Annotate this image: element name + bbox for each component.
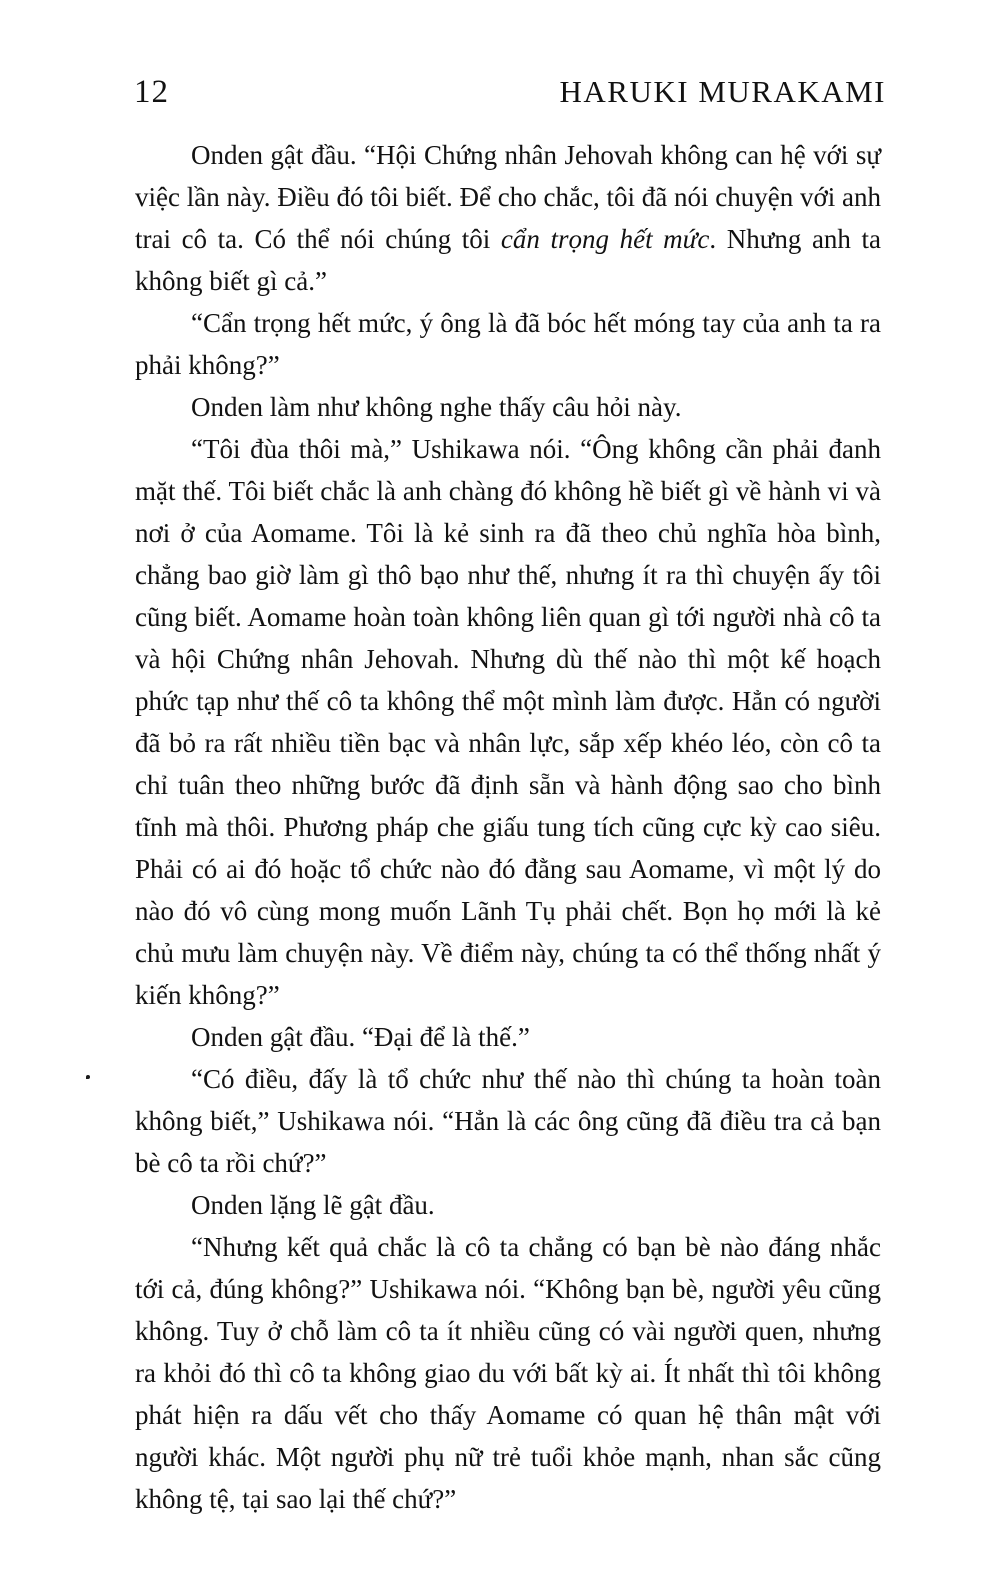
text-segment: Onden lặng lẽ gật đầu. — [191, 1190, 435, 1220]
text-segment: “Nhưng kết quả chắc là cô ta chẳng có bạn bè nào đáng nhắc tới cả, đúng không?” Ushikawa nói. “Không bạn bè, người yêu cũng không. Tuy ở chỗ làm cô ta ít nhiều cũng có vài người quen, nhưng ra khỏi đó thì cô ta không giao du với bất kỳ ai. Ít nhất thì tôi không phát hiện ra dấu vết cho thấy Aomame có quan hệ thân mật với người khác. Một người phụ nữ trẻ tuổi khỏe mạnh, nhan sắc cũng không tệ, tại sao lại thế chứ?” — [135, 1232, 881, 1514]
text-segment: Onden gật đầu. “Đại để là thế.” — [191, 1022, 530, 1052]
paragraph — [135, 134, 881, 302]
italic-text-segment: cẩn trọng hết mức — [500, 224, 710, 254]
paragraph — [135, 1016, 881, 1058]
paragraph — [135, 1184, 881, 1226]
running-header-author: HARUKI MURAKAMI — [559, 74, 886, 109]
paragraph — [135, 428, 881, 1016]
text-segment: “Cẩn trọng hết mức, ý ông là đã bóc hết móng tay của anh ta ra phải không?” — [135, 308, 881, 380]
paragraph — [135, 1226, 881, 1520]
page-body — [135, 134, 881, 1520]
running-header — [134, 74, 886, 111]
text-segment: Onden gật đầu. “Hội Chứng nhân Jehovah không can hệ với sự việc lần này. Điều đó tôi biết. Để cho chắc, tôi đã nói chuyện với anh trai cô ta. Có thể nói chúng tôi — [135, 140, 881, 254]
paragraph — [135, 302, 881, 386]
paragraph — [135, 1058, 881, 1184]
text-segment: Onden làm như không nghe thấy câu hỏi này. — [191, 392, 682, 422]
text-segment: “Tôi đùa thôi mà,” Ushikawa nói. “Ông không cần phải đanh mặt thế. Tôi biết chắc là anh chàng đó không hề biết gì về hành vi và nơi ở của Aomame. Tôi là kẻ sinh ra đã theo chủ nghĩa hòa bình, chẳng bao giờ làm gì thô bạo như thế, nhưng ít ra thì chuyện ấy tôi cũng biết. Aomame hoàn toàn không liên quan gì tới người nhà cô ta và hội Chứng nhân Jehovah. Nhưng dù thế nào thì một kế hoạch phức tạp như thế cô ta không thể một mình làm được. Hẳn có người đã bỏ ra rất nhiều tiền bạc và nhân lực, sắp xếp khéo léo, còn cô ta chỉ tuân theo những bước đã định sẵn và hành động sao cho bình tĩnh mà thôi. Phương pháp che giấu tung tích cũng cực kỳ cao siêu. Phải có ai đó hoặc tổ chức nào đó đằng sau Aomame, vì một lý do nào đó vô cùng mong muốn Lãnh Tụ phải chết. Bọn họ mới là kẻ chủ mưu làm chuyện này. Về điểm này, chúng ta có thể thống nhất ý kiến không?” — [135, 434, 881, 1010]
paragraph — [135, 386, 881, 428]
text-segment: . Nhưng anh ta không biết gì cả.” — [135, 224, 881, 296]
ink-speck — [86, 1075, 90, 1079]
page-number: 12 — [134, 74, 169, 110]
text-segment: “Có điều, đấy là tổ chức như thế nào thì chúng ta hoàn toàn không biết,” Ushikawa nói. “Hẳn là các ông cũng đã điều tra cả bạn bè cô ta rồi chứ?” — [135, 1064, 881, 1178]
